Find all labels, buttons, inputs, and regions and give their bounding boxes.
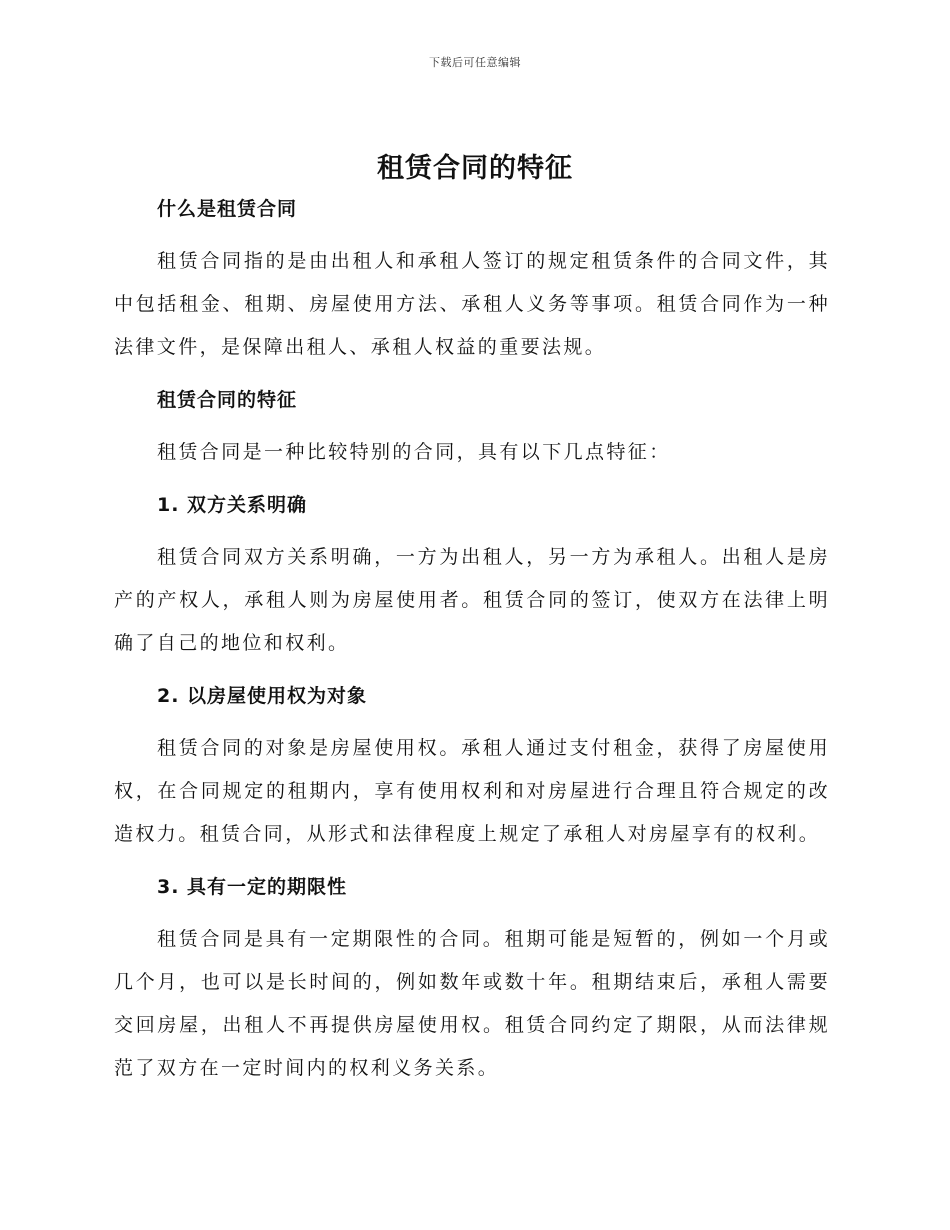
section-heading-features: 租赁合同的特征 (157, 389, 298, 411)
section-paragraph-clear-relationship: 租赁合同双方关系明确，一方为出租人，另一方为承租人。出租人是房产的产权人，承租人则为房屋使用者。租赁合同的签订，使双方在法律上明确了自己的地位和权利。 (114, 546, 830, 654)
section-paragraph-time-limit: 租赁合同是具有一定期限性的合同。租期可能是短暂的，例如一个月或几个月，也可以是长时间的，例如数年或数十年。租期结束后，承租人需要交回房屋，出租人不再提供房屋使用权。租赁合同约定了期限，从而法律规范了双方在一定时间内的权利义务关系。 (114, 928, 830, 1079)
section-paragraph-what-is-lease: 租赁合同指的是由出租人和承租人签订的规定租赁条件的合同文件，其中包括租金、租期、房屋使用方法、承租人义务等事项。租赁合同作为一种法律文件，是保障出租人、承租人权益的重要法规。 (114, 250, 830, 358)
section-heading-usage-right: 2. 以房屋使用权为对象 (157, 685, 368, 707)
section-heading-time-limit: 3. 具有一定的期限性 (157, 876, 348, 898)
section-paragraph-features-intro: 租赁合同是一种比较特别的合同，具有以下几点特征： (157, 441, 671, 463)
section-heading-what-is-lease: 什么是租赁合同 (157, 198, 298, 220)
document-body (114, 190, 830, 1090)
section-heading-clear-relationship: 1. 双方关系明确 (157, 494, 308, 516)
document-title: 租赁合同的特征 (377, 153, 573, 184)
header-note: 下载后可任意编辑 (429, 56, 521, 69)
section-paragraph-usage-right: 租赁合同的对象是房屋使用权。承租人通过支付租金，获得了房屋使用权，在合同规定的租期内，享有使用权利和对房屋进行合理且符合规定的改造权力。租赁合同，从形式和法律程度上规定了承租人对房屋享有的权利。 (114, 737, 830, 845)
